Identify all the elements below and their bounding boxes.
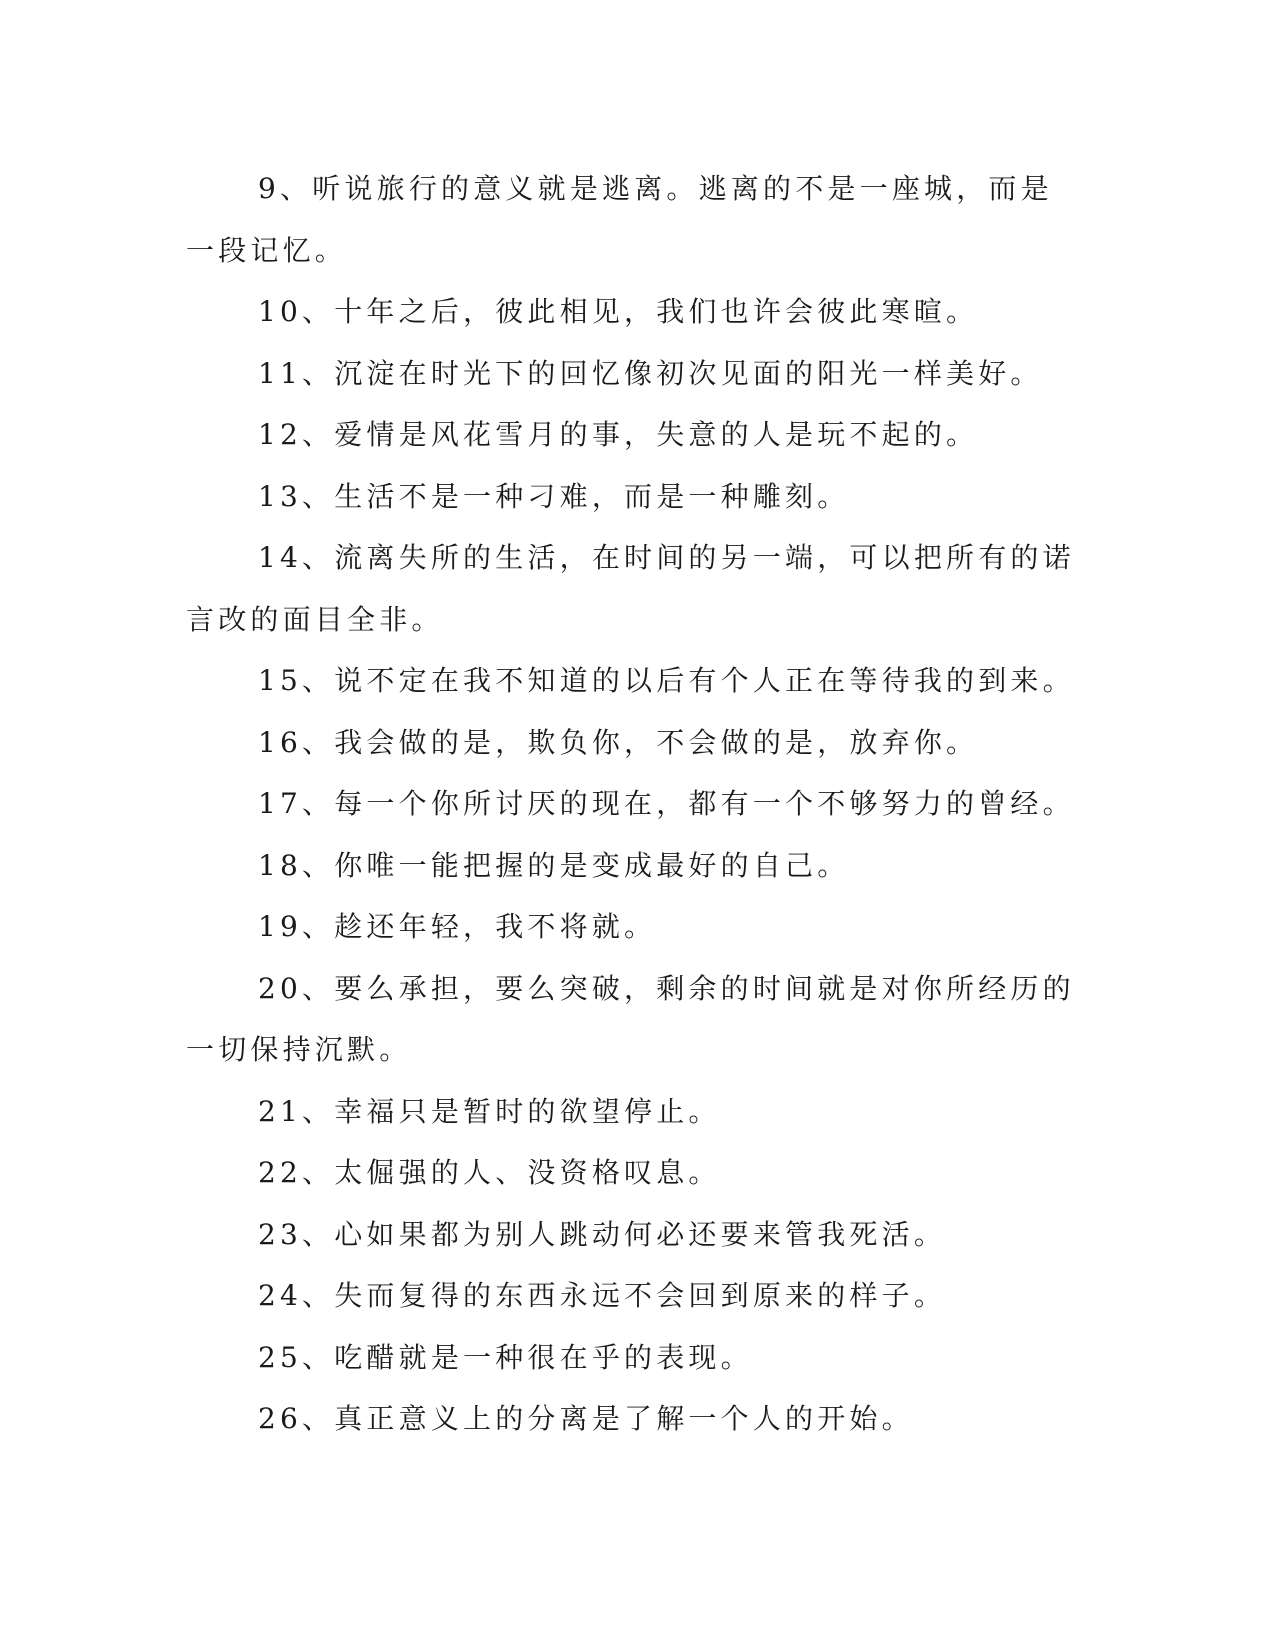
quote-paragraph-19: 19、趁还年轻，我不将就。: [258, 910, 657, 943]
quote-paragraph-22: 22、太倔强的人、没资格叹息。: [258, 1156, 721, 1189]
quote-paragraph-18: 18、你唯一能把握的是变成最好的自己。: [258, 848, 850, 882]
quote-paragraph-14: 14、流离失所的生活，在时间的另一端，可以把所有的诺言改的面目全非。: [186, 541, 1075, 636]
quote-paragraph-12: 12、爱情是风花雪月的事，失意的人是玩不起的。: [258, 418, 979, 451]
quote-paragraph-16: 16、我会做的是，欺负你，不会做的是，放弃你。: [258, 725, 979, 759]
quote-paragraph-26: 26、真正意义上的分离是了解一个人的开始。: [258, 1402, 914, 1435]
quote-paragraph-17: 17、每一个你所讨厌的现在，都有一个不够努力的曾经。: [258, 787, 1075, 820]
quote-paragraph-20: 20、要么承担，要么突破，剩余的时间就是对你所经历的一切保持沉默。: [186, 971, 1075, 1066]
quote-paragraph-23: 23、心如果都为别人跳动何必还要来管我死活。: [258, 1217, 947, 1251]
quote-paragraph-13: 13、生活不是一种刁难，而是一种雕刻。: [258, 479, 850, 513]
quote-paragraph-24: 24、失而复得的东西永远不会回到原来的样子。: [258, 1279, 947, 1312]
quote-paragraph-21: 21、幸福只是暂时的欲望停止。: [258, 1094, 721, 1128]
quote-paragraph-25: 25、吃醋就是一种很在乎的表现。: [258, 1340, 753, 1374]
quote-paragraph-10: 10、十年之后，彼此相见，我们也许会彼此寒暄。: [258, 295, 979, 328]
quote-paragraph-11: 11、沉淀在时光下的回忆像初次见面的阳光一样美好。: [258, 356, 1043, 390]
quote-paragraph-15: 15、说不定在我不知道的以后有个人正在等待我的到来。: [258, 664, 1075, 697]
document-body: [186, 158, 1076, 1450]
quote-paragraph-9: 9、听说旅行的意义就是逃离。逃离的不是一座城，而是一段记忆。: [186, 172, 1053, 267]
